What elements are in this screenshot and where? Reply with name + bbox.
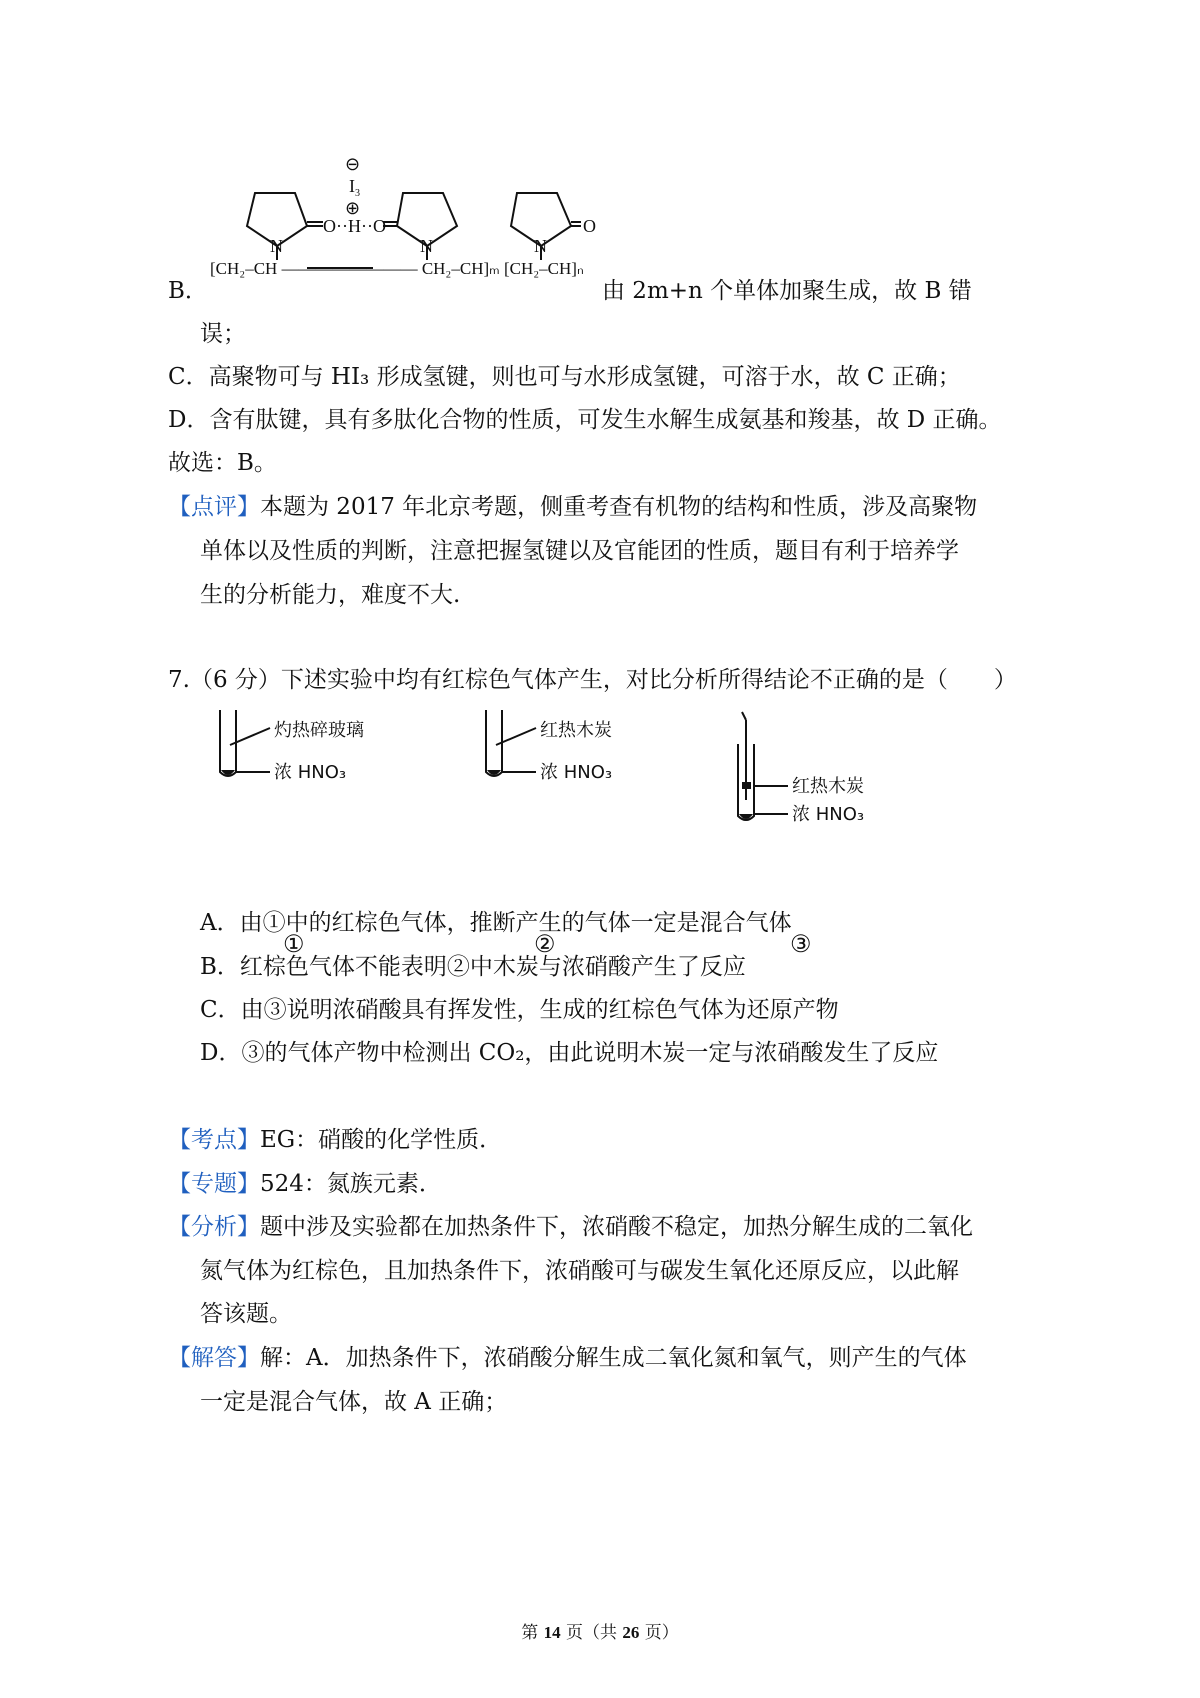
- page-footer: [0, 1618, 1200, 1643]
- n-label-3: N: [534, 236, 547, 256]
- n-label-1: N: [270, 236, 283, 256]
- tube2-upper-label: 红热木炭: [540, 720, 612, 741]
- fenxi-text-1: 题中涉及实验都在加热条件下，浓硝酸不稳定，加热分解生成的二氧化: [260, 1214, 973, 1240]
- polymer-chain-label: [CH₂–CH ———————— CH₂–CH]ₘ [CH₂–CH]ₙ: [210, 259, 584, 278]
- o-label-right: O: [583, 216, 596, 236]
- jieda-line-2: 一定是混合气体，故 A 正确；: [200, 1389, 508, 1415]
- hbond-label: O··H··O: [323, 216, 386, 236]
- tube-number-3: ③: [790, 930, 812, 958]
- option-d-line: D．含有肽键，具有多肽化合物的性质，可发生水解生成氨基和羧基，故 D 正确。: [168, 407, 1002, 433]
- jieda-text-1: 解：A．加热条件下，浓硝酸分解生成二氧化氮和氧气，则产生的气体: [260, 1345, 967, 1371]
- anion-label: I: [349, 176, 355, 196]
- answer-line: 故选：B。: [168, 450, 277, 476]
- fenxi-line-1: [168, 1212, 973, 1242]
- tube3-upper-label: 红热木炭: [792, 776, 864, 797]
- tube-number-1: ①: [283, 930, 305, 958]
- comment-line-1: [168, 492, 977, 522]
- fenxi-line-2: 氮气体为红棕色，且加热条件下，浓硝酸可与碳发生氧化还原反应，以此解: [200, 1258, 959, 1284]
- polymer-structure-diagram: [195, 150, 655, 310]
- footer-middle: 页（共: [560, 1623, 623, 1643]
- fenxi-tag: 【分析】: [168, 1214, 260, 1240]
- jieda-tag: 【解答】: [168, 1345, 260, 1371]
- zhuanti-tag: 【专题】: [168, 1171, 260, 1197]
- kaodian-line: [168, 1125, 502, 1155]
- tube2-lower-label: 浓 HNO₃: [540, 762, 613, 783]
- option-b-label: B．: [168, 278, 208, 304]
- tube-number-2: ②: [534, 930, 556, 958]
- comment-line-3: 生的分析能力，难度不大.: [200, 582, 461, 608]
- option-b-caption-2: 误；: [200, 321, 246, 347]
- anion-subscript: 3: [355, 188, 360, 199]
- comment-text-1: 本题为 2017 年北京考题，侧重考查有机物的结构和性质，涉及高聚物: [260, 494, 978, 520]
- option-b-caption: 由 2m+n 个单体加聚生成，故 B 错: [602, 278, 972, 304]
- jieda-line-1: [168, 1343, 967, 1373]
- footer-suffix: 页）: [639, 1623, 679, 1643]
- tube1-lower-label: 浓 HNO₃: [274, 762, 347, 783]
- comment-tag: 【点评】: [168, 494, 260, 520]
- option-c-line: C．高聚物可与 HI₃ 形成氢键，则也可与水形成氢键，可溶于水，故 C 正确；: [168, 364, 961, 390]
- question-option-c: C．由③说明浓硝酸具有挥发性，生成的红棕色气体为还原产物: [200, 997, 839, 1023]
- test-tube-diagrams: [220, 720, 980, 920]
- question-option-b: B．红棕色气体不能表明②中木炭与浓硝酸产生了反应: [200, 954, 746, 980]
- question-option-a: A．由①中的红棕色气体，推断产生的气体一定是混合气体: [200, 910, 792, 936]
- footer-prefix: 第: [521, 1623, 544, 1643]
- n-label-2: N: [420, 236, 433, 256]
- question-stem: 7.（6 分）下述实验中均有红棕色气体产生，对比分析所得结论不正确的是（ ）: [168, 667, 1017, 693]
- anion-charge: ⊖: [345, 154, 361, 174]
- fenxi-line-3: 答该题。: [200, 1301, 292, 1327]
- cation-charge: ⊕: [345, 198, 361, 218]
- footer-total-pages: 26: [622, 1623, 640, 1642]
- kaodian-tag: 【考点】: [168, 1127, 260, 1153]
- tube1-upper-label: 灼热碎玻璃: [274, 720, 364, 741]
- kaodian-text: EG：硝酸的化学性质．: [260, 1127, 503, 1153]
- zhuanti-line: [168, 1169, 442, 1199]
- zhuanti-text: 524：氮族元素．: [260, 1171, 442, 1197]
- footer-page-number: 14: [543, 1623, 561, 1642]
- question-option-d: D．③的气体产物中检测出 CO₂，由此说明木炭一定与浓硝酸发生了反应: [200, 1040, 939, 1066]
- comment-line-2: 单体以及性质的判断，注意把握氢键以及官能团的性质，题目有利于培养学: [200, 538, 959, 564]
- tube3-lower-label: 浓 HNO₃: [792, 804, 865, 825]
